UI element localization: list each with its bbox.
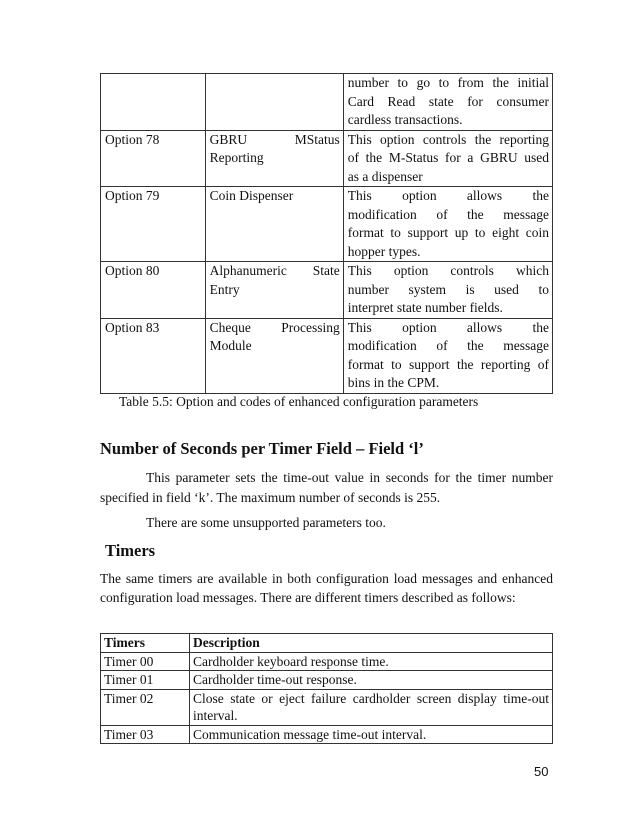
- timers-header-row: [101, 634, 553, 653]
- option-code: Option 79: [101, 187, 206, 262]
- table-row: [101, 130, 553, 187]
- table-row: [101, 652, 553, 671]
- option-description: [343, 74, 552, 131]
- description-line: bins in the CPM.: [347, 375, 440, 390]
- table-row: [101, 725, 553, 744]
- timer-description: Close state or eject failure cardholder screen display time-out interval.: [190, 689, 553, 725]
- option-code: Option 83: [101, 318, 206, 393]
- description-line: cardless transactions.: [347, 112, 463, 127]
- timer-id: Timer 00: [101, 652, 190, 671]
- table-row: [101, 689, 553, 725]
- table-caption: Table 5.5: Option and codes of enhanced configuration parameters: [119, 394, 479, 409]
- table-row: [101, 74, 553, 131]
- options-table: [100, 73, 553, 394]
- option-description: [343, 262, 552, 319]
- timer-id: Timer 03: [101, 725, 190, 744]
- section-heading-seconds: Number of Seconds per Timer Field – Field ‘l’: [100, 439, 424, 458]
- description-line: number to go to from the initial: [347, 75, 549, 90]
- table-row: [101, 262, 553, 319]
- description-line: format to support up to eight coin: [347, 225, 549, 240]
- section-heading-timers: Timers: [105, 541, 156, 560]
- description-line: of the M-Status for a GBRU used: [347, 150, 549, 165]
- option-code: Option 78: [101, 130, 206, 187]
- table-row: [101, 671, 553, 690]
- table-row: [101, 318, 553, 393]
- description-line: Card Read state for consumer: [347, 93, 549, 109]
- timer-description: Communication message time-out interval.: [190, 725, 553, 744]
- timers-table: [100, 633, 553, 744]
- option-code: [101, 74, 206, 131]
- description-line: modification of the message: [347, 338, 549, 353]
- option-code: Option 80: [101, 262, 206, 319]
- option-name: Coin Dispenser: [205, 187, 343, 262]
- description-line: format to support the reporting of: [347, 356, 549, 372]
- description-line: hopper types.: [347, 243, 421, 259]
- description-line: This option allows the: [347, 188, 549, 203]
- description-line: as a dispenser: [347, 168, 423, 184]
- description-line: This option controls which: [347, 263, 549, 278]
- column-header-description: Description: [190, 634, 553, 653]
- description-line: modification of the message: [347, 206, 549, 222]
- option-description: [343, 318, 552, 393]
- description-line: interpret state number fields.: [347, 300, 503, 315]
- description-line: number system is used to: [347, 281, 549, 297]
- option-description: [343, 187, 552, 262]
- column-header-timers: Timers: [101, 634, 190, 653]
- option-description: [343, 130, 552, 187]
- timer-description: Cardholder time-out response.: [190, 671, 553, 690]
- table-row: [101, 187, 553, 262]
- timer-id: Timer 01: [101, 671, 190, 690]
- unsupported-note: There are some unsupported parameters too.: [146, 515, 386, 530]
- option-name: GBRU MStatus Reporting: [205, 130, 343, 187]
- option-name: [205, 74, 343, 131]
- timers-paragraph: The same timers are available in both configuration load messages and enhanced configuration load messages. There are different timers described as follows:: [100, 571, 553, 605]
- option-name: Alphanumeric State Entry: [205, 262, 343, 319]
- option-name: Cheque Processing Module: [205, 318, 343, 393]
- description-line: This option allows the: [347, 319, 549, 335]
- timer-description: Cardholder keyboard response time.: [190, 652, 553, 671]
- seconds-paragraph: This parameter sets the time-out value in seconds for the timer number specified in field ‘k’. The maximum number of seconds is 255.: [100, 470, 553, 505]
- page-number: 50: [534, 764, 549, 779]
- timer-id: Timer 02: [101, 689, 190, 725]
- description-line: This option controls the reporting: [347, 131, 549, 147]
